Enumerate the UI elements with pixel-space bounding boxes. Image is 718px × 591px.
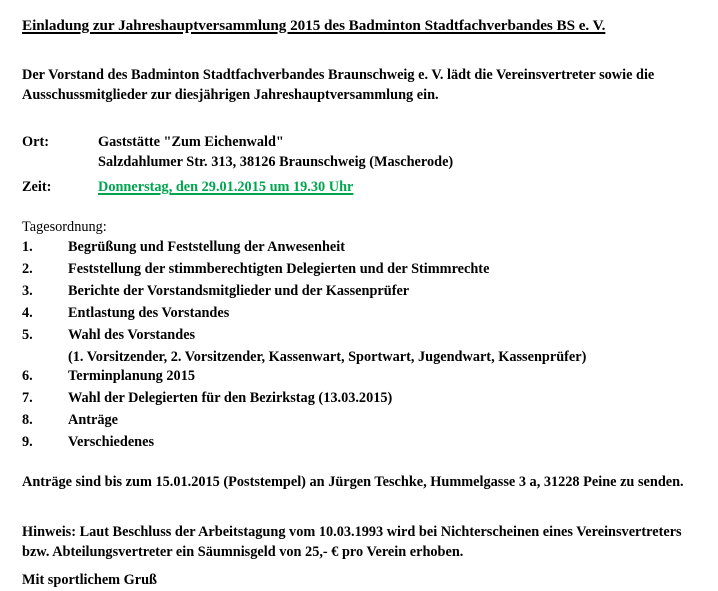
agenda-item-text: Entlastung des Vorstandes (68, 305, 230, 321)
agenda-item-number: 6. (22, 368, 33, 384)
agenda-item-number: 3. (22, 283, 33, 299)
agenda-item-number: 5. (22, 327, 33, 343)
agenda-item-number: 7. (22, 390, 33, 406)
detail-row-ort (22, 133, 698, 172)
agenda-item-number: 9. (22, 434, 33, 450)
zeit-value: Donnerstag, den 29.01.2015 um 19.30 Uhr (98, 179, 354, 195)
agenda-item (22, 260, 698, 282)
closing-line: Mit sportlichem Gruß (22, 572, 158, 589)
agenda-item-number: 8. (22, 412, 33, 428)
agenda-item (22, 326, 698, 367)
agenda-item (22, 304, 698, 326)
agenda-item-text: Berichte der Vorstandsmitglieder und der Kassenprüfer (68, 283, 410, 299)
agenda-item (22, 367, 698, 389)
agenda-item-text: Anträge (68, 412, 119, 428)
ort-label: Ort: (22, 134, 49, 150)
agenda-item-number: 4. (22, 305, 33, 321)
page-title-text: Einladung zur Jahreshauptversammlung 2015 des Badminton Stadtfachverbandes BS e. V. (22, 17, 606, 35)
agenda-item (22, 282, 698, 304)
agenda-item-text: Wahl der Delegierten für den Bezirkstag (13.03.2015) (68, 390, 393, 406)
antraege-note: Anträge sind bis zum 15.01.2015 (Poststempel) an Jürgen Teschke, Hummelgasse 3 a, 31228 Peine zu senden. (22, 474, 684, 491)
agenda-item-text: Begrüßung und Feststellung der Anwesenheit (68, 239, 345, 255)
agenda-item-text: Feststellung der stimmberechtigten Delegierten und der Stimmrechte (68, 261, 490, 277)
zeit-label: Zeit: (22, 179, 52, 195)
page-title (22, 16, 698, 36)
agenda-item (22, 411, 698, 433)
agenda-item-subtext: (1. Vorsitzender, 2. Vorsitzender, Kassenwart, Sportwart, Jugendwart, Kassenprüfer) (68, 349, 587, 365)
ort-venue: Gaststätte "Zum Eichenwald" (98, 134, 284, 150)
agenda-item-text: Wahl des Vorstandes (1. Vorsitzender, 2. Vorsitzender, Kassenwart, Sportwart, Jugendwart, Kassenprüfer) (68, 327, 587, 365)
intro-paragraph: Der Vorstand des Badminton Stadtfachverbandes Braunschweig e. V. lädt die Vereinsvertreter sowie die Ausschussmitglieder zur diesjährigen Jahreshauptversammlung ein. (22, 67, 655, 103)
agenda-item-number: 2. (22, 261, 33, 277)
agenda-item (22, 389, 698, 411)
agenda-item (22, 433, 698, 455)
agenda-item-number: 1. (22, 239, 33, 255)
ort-address: Salzdahlumer Str. 313, 38126 Braunschweig (Mascherode) (98, 153, 454, 170)
agenda-list (22, 238, 698, 455)
hinweis-note: Hinweis: Laut Beschluss der Arbeitstagung vom 10.03.1993 wird bei Nichterscheinen eines Vereinsvertreters bzw. Abteilungsvertreter ein Säumnisgeld von 25,- € pro Verein erhoben. (22, 524, 682, 560)
detail-row-zeit (22, 178, 698, 198)
agenda-heading: Tagesordnung: (22, 219, 107, 235)
agenda-item-text: Terminplanung 2015 (68, 368, 195, 384)
agenda-item (22, 238, 698, 260)
ort-value (98, 133, 453, 172)
agenda-item-text: Verschiedenes (68, 434, 155, 450)
